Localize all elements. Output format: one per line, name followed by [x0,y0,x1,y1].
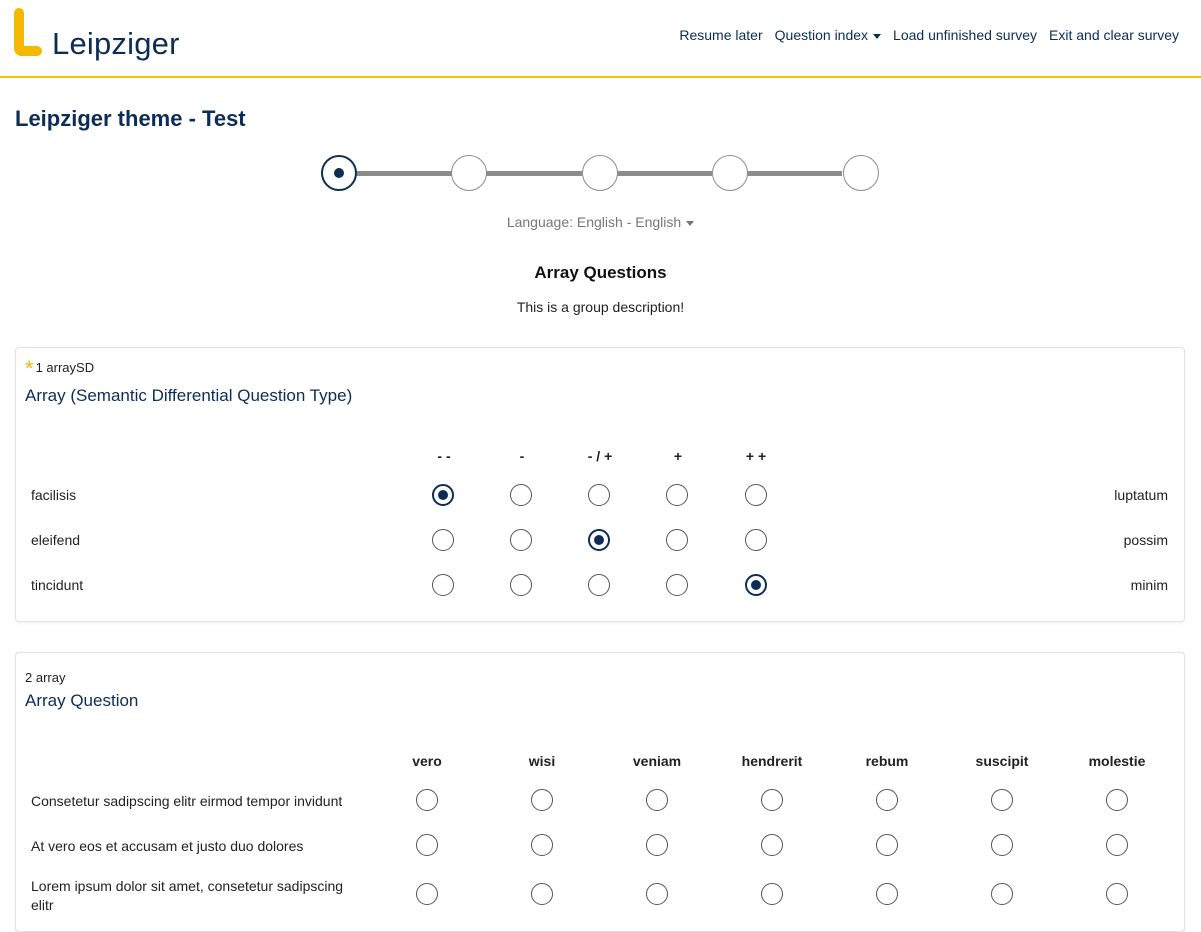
progress-stepper [320,155,880,191]
progress-connector [746,171,842,176]
row-label-left: tincidunt [31,577,84,593]
radio-option[interactable] [761,834,783,856]
radio-option[interactable] [646,789,668,811]
column-header: - - [437,448,451,464]
question-code: 2 array [25,670,66,685]
radio-option[interactable] [646,834,668,856]
radio-option[interactable] [432,484,454,506]
nav-menu [679,27,1179,43]
radio-option[interactable] [416,883,438,905]
row-label: At vero eos et accusam et justo duo dolores [31,838,304,854]
row-label: Consetetur sadipscing elitr eirmod tempor invidunt [31,793,343,809]
radio-option[interactable] [666,529,688,551]
radio-option[interactable] [510,529,532,551]
radio-option[interactable] [745,529,767,551]
radio-option[interactable] [876,883,898,905]
radio-option[interactable] [991,789,1013,811]
radio-option[interactable] [745,574,767,596]
radio-option[interactable] [588,529,610,551]
asterisk-icon: * [25,356,34,381]
progress-step-2[interactable] [451,155,487,191]
radio-option[interactable] [745,484,767,506]
radio-option[interactable] [588,484,610,506]
question-text: Array Question [25,691,139,710]
row-label-right: minim [1130,577,1168,593]
radio-option[interactable] [1106,834,1128,856]
top-navbar [0,0,1201,78]
language-selector[interactable] [0,214,1201,230]
column-header: molestie [1088,753,1146,769]
question-code-text: 1 arraySD [35,360,95,375]
radio-option[interactable] [646,883,668,905]
logo-mark-icon [14,8,44,56]
resume-later-link[interactable]: Resume later [679,27,763,43]
column-header: - / + [587,448,613,464]
load-unfinished-link[interactable]: Load unfinished survey [893,27,1038,43]
question-index-label: Question index [774,27,869,43]
progress-connector [486,171,582,176]
radio-option[interactable] [991,883,1013,905]
radio-option[interactable] [876,789,898,811]
progress-connector [356,171,452,176]
radio-option[interactable] [416,834,438,856]
radio-option[interactable] [1106,883,1128,905]
language-label: Language: English - English [506,214,682,230]
column-header: + + [745,448,767,464]
radio-option[interactable] [876,834,898,856]
logo-text: Leipziger [52,26,180,61]
exit-clear-link[interactable]: Exit and clear survey [1049,27,1179,43]
progress-step-5[interactable] [843,155,879,191]
row-label-right: luptatum [1114,487,1168,503]
question-code [25,356,95,381]
radio-option[interactable] [666,484,688,506]
radio-option[interactable] [666,574,688,596]
group-title: Array Questions [534,263,667,282]
row-label-right: possim [1123,532,1168,548]
progress-step-3[interactable] [582,155,618,191]
column-header: hendrerit [741,753,803,769]
radio-option[interactable] [510,574,532,596]
progress-connector [616,171,712,176]
radio-option[interactable] [531,883,553,905]
question-text: Array (Semantic Differential Question Type) [25,386,353,405]
radio-option[interactable] [416,789,438,811]
progress-step-1[interactable] [321,155,357,191]
radio-option[interactable] [531,834,553,856]
column-header: + [673,448,683,464]
column-header: - [519,448,525,464]
radio-option[interactable] [588,574,610,596]
radio-option[interactable] [432,529,454,551]
column-header: wisi [528,753,556,769]
radio-option[interactable] [432,574,454,596]
radio-option[interactable] [991,834,1013,856]
group-description: This is a group description! [516,299,685,315]
radio-option[interactable] [1106,789,1128,811]
caret-down-icon [686,221,694,226]
column-header: veniam [632,753,682,769]
row-label-left: eleifend [31,532,81,548]
column-header: suscipit [975,753,1029,769]
column-header: vero [412,753,442,769]
row-label-left: facilisis [31,487,77,503]
radio-option[interactable] [761,789,783,811]
column-header: rebum [865,753,909,769]
question-card-2 [15,652,1185,932]
question-card-1 [15,347,1185,622]
radio-option[interactable] [531,789,553,811]
radio-option[interactable] [761,883,783,905]
progress-step-4[interactable] [712,155,748,191]
survey-title: Leipziger theme - Test [15,106,246,131]
row-label: Lorem ipsum dolor sit amet, consetetur sadipscing elitr [31,878,344,913]
caret-down-icon [873,34,881,39]
radio-option[interactable] [510,484,532,506]
question-index-dropdown[interactable] [775,27,881,43]
